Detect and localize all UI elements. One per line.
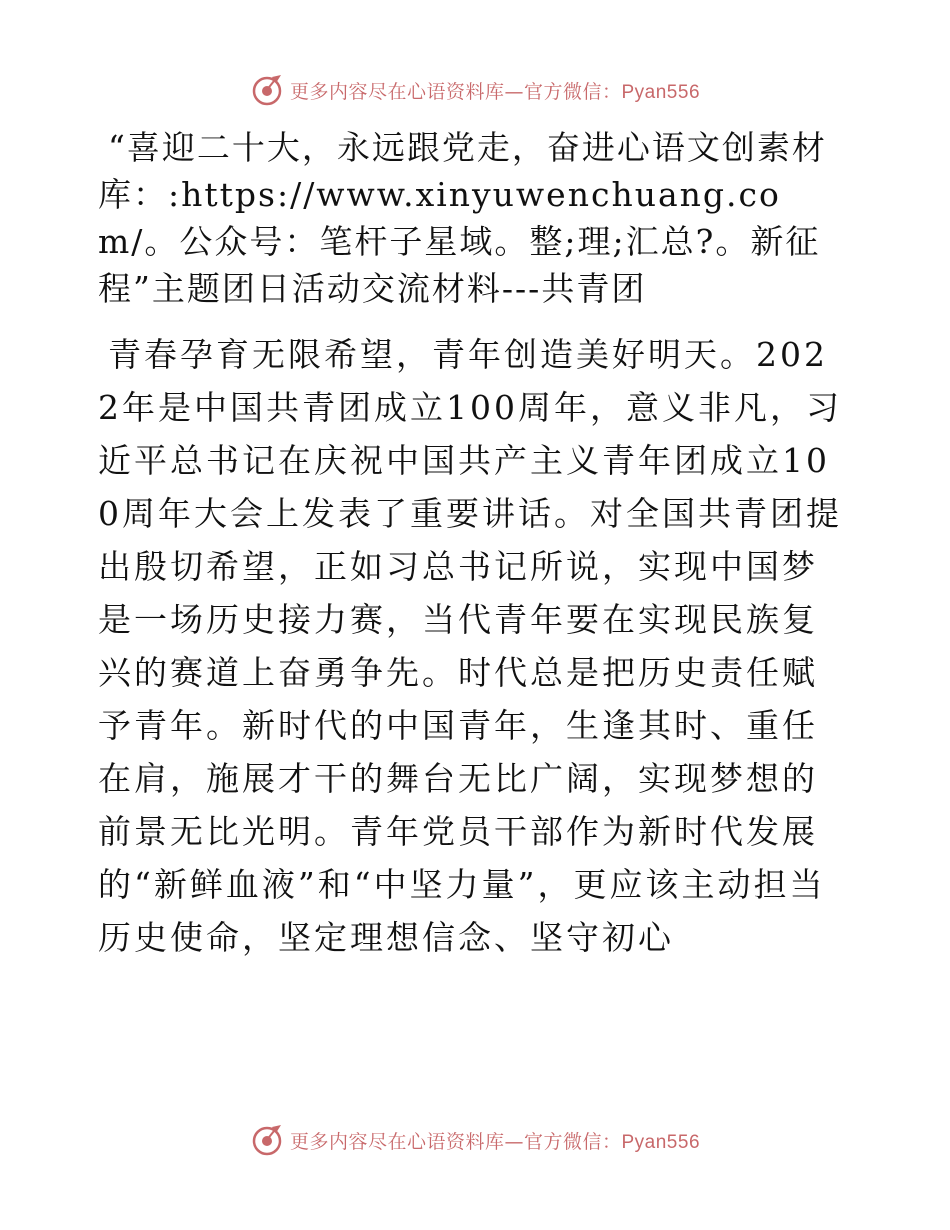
quill-seal-icon (250, 73, 284, 107)
document-paragraph: 青春孕育无限希望，青年创造美好明天。2022年是中国共青团成立100周年，意义非凡，习近平总书记在庆祝中国共产主义青年团成立100周年大会上发表了重要讲话。对全国共青团提出殷切希望，正如习总书记所说，实现中国梦是一场历史接力赛，当代青年要在实现民族复兴的赛道上奋勇争先。时代总是把历史责任赋予青年。新时代的中国青年，生逢其时、重任在肩，施展才干的舞台无比广阔，实现梦想的前景无比光明。青年党员干部作为新时代发展的“新鲜血液”和“中坚力量”，更应该主动担当历史使命，坚定理想信念、坚守初心 (98, 335, 842, 957)
footer-watermark (0, 1122, 950, 1158)
watermark-text: 更多内容尽在心语资料库—官方微信： (289, 1130, 622, 1153)
header-watermark (0, 72, 950, 108)
document-heading: “喜迎二十大，永远跟党走，奋进心语文创素材库：:https://www.xinyuwenchuang.com/。公众号：笔杆子星域。整;理;汇总?。新征程”主题团日活动交流材料---共青团 (98, 128, 827, 308)
document-body (98, 124, 850, 964)
quill-seal-icon (250, 1123, 284, 1157)
watermark-text: 更多内容尽在心语资料库—官方微信： (289, 80, 622, 103)
watermark-wechat-id: Pyan556 (621, 81, 701, 103)
watermark-wechat-id: Pyan556 (621, 1131, 701, 1153)
